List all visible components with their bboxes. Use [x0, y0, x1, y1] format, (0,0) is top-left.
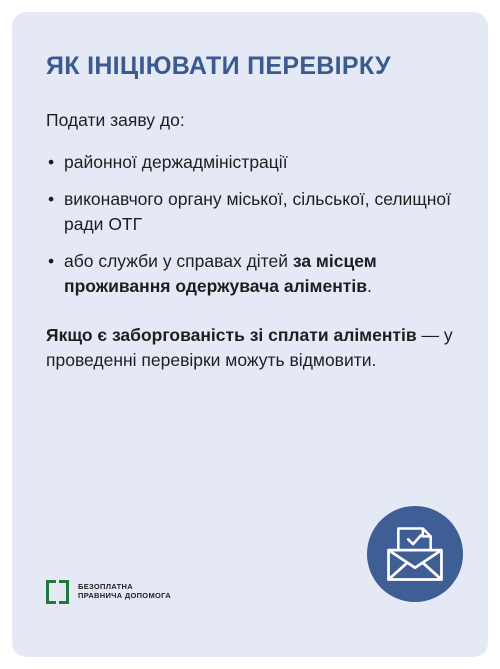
legal-aid-logo	[46, 580, 171, 602]
list-item-bold-text: за місцем проживання одержувача аліментів	[64, 251, 377, 296]
list-item	[46, 150, 466, 175]
card-content	[46, 108, 466, 373]
list-item-tail: .	[367, 276, 372, 296]
brackets-logo-icon	[46, 580, 69, 602]
warning-bold: Якщо є заборгованість зі сплати аліментів	[46, 325, 417, 345]
logo-text	[78, 582, 171, 600]
card-title: ЯК ІНІЦІЮВАТИ ПЕРЕВІРКУ	[46, 52, 391, 80]
list-item-text: районної держадміністрації	[64, 152, 288, 172]
list-item-text: або служби у справах дітей	[64, 251, 293, 271]
bullet-icon: •	[48, 152, 55, 172]
list-item	[46, 249, 466, 299]
bullet-icon: •	[48, 251, 55, 271]
authority-list	[46, 150, 466, 299]
warning-text	[46, 323, 466, 373]
logo-line-1: БЕЗОПЛАТНА	[78, 582, 133, 591]
bullet-icon: •	[48, 189, 55, 209]
warning-rest: — у проведенні перевірки можуть відмовити.	[46, 325, 453, 370]
info-card	[12, 12, 488, 657]
intro-text: Подати заяву до:	[46, 110, 185, 130]
logo-line-2: ПРАВНИЧА ДОПОМОГА	[78, 591, 171, 600]
list-item-text: виконавчого органу міської, сільської, селищної ради ОТГ	[64, 189, 451, 234]
list-item	[46, 187, 466, 237]
envelope-check-icon	[366, 505, 464, 603]
